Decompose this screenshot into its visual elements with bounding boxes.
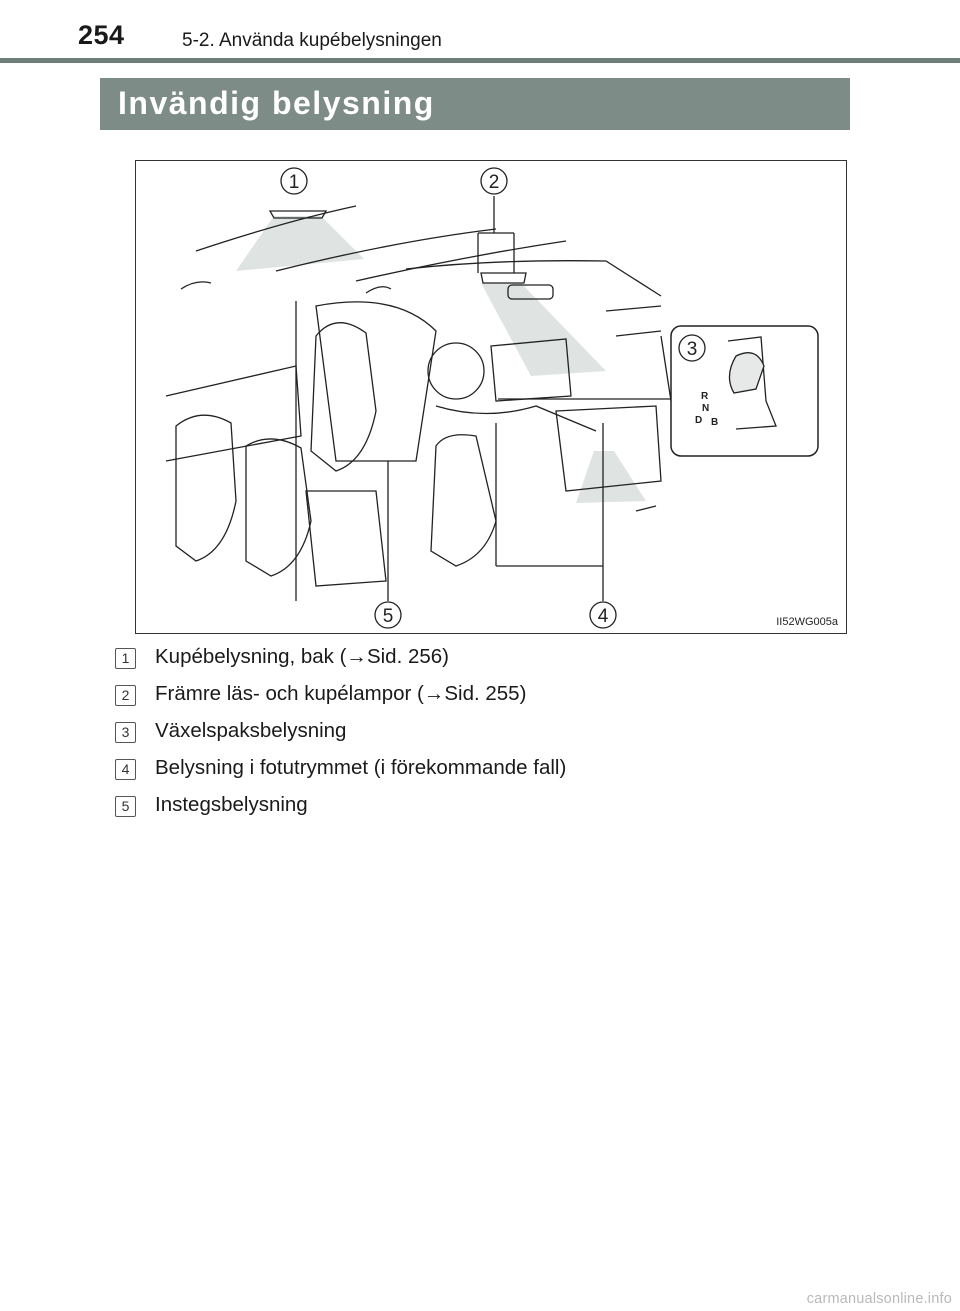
front-door-window [316,302,436,461]
legend-item [115,642,835,679]
grab-handle-2 [366,287,391,293]
rear-seat-left [176,415,236,561]
callout-4 [590,602,616,628]
shift-lever-inset [671,326,818,456]
header-rule [0,58,960,63]
title-banner [100,78,850,130]
svg-text:B: B [711,417,719,428]
grab-handle-1 [181,282,211,289]
rear-door [166,366,301,461]
legend-number: 4 [115,759,136,780]
svg-text:D: D [695,415,703,426]
svg-text:R: R [701,391,709,402]
svg-text:1: 1 [288,172,300,193]
watermark: carmanualsonline.info [806,1291,952,1307]
front-light-beam [481,283,606,376]
rear-seat-cushion [306,491,386,586]
floor-line [636,506,656,511]
figure-code: II52WG005a [776,616,838,628]
callout-5 [375,602,401,628]
passenger-seat [431,435,496,566]
steering-wheel [428,343,484,399]
callout-1 [281,168,307,194]
legend-text: Belysning i fotutrymmet (i förekommande fall) [155,756,567,779]
footwell-light-beam [576,451,646,503]
svg-text:2: 2 [488,172,500,193]
section-title: 5-2. Använda kupébelysningen [182,30,442,51]
legend-item [115,716,835,753]
legend-number: 3 [115,722,136,743]
svg-text:4: 4 [597,606,609,627]
legend-list [115,642,835,827]
dash-vents [606,306,661,336]
car-interior-illustration [136,161,847,634]
light-beams [236,216,646,503]
legend-item [115,679,835,716]
rear-light-beam [236,216,364,271]
legend-number: 1 [115,648,136,669]
legend-text: Växelspaksbelysning [155,719,347,742]
page-title: Invändig belysning [118,85,435,121]
front-light-fixture [481,273,526,283]
svg-text:N: N [702,403,710,414]
windshield-frame [406,261,661,296]
callout-leaders [388,196,671,601]
legend-text: Kupébelysning, bak (→Sid. 256) [155,645,450,668]
legend-number: 2 [115,685,136,706]
legend-text: Främre läs- och kupélampor (→Sid. 255) [155,682,527,705]
page-number: 254 [78,20,125,50]
callout-2 [481,168,507,194]
svg-text:5: 5 [382,606,394,627]
legend-text: Instegsbelysning [155,793,308,816]
svg-text:3: 3 [686,339,698,360]
legend-item [115,753,835,790]
legend-number: 5 [115,796,136,817]
rear-seat-mid [246,439,311,576]
interior-lighting-figure [135,160,847,634]
legend-item [115,790,835,827]
